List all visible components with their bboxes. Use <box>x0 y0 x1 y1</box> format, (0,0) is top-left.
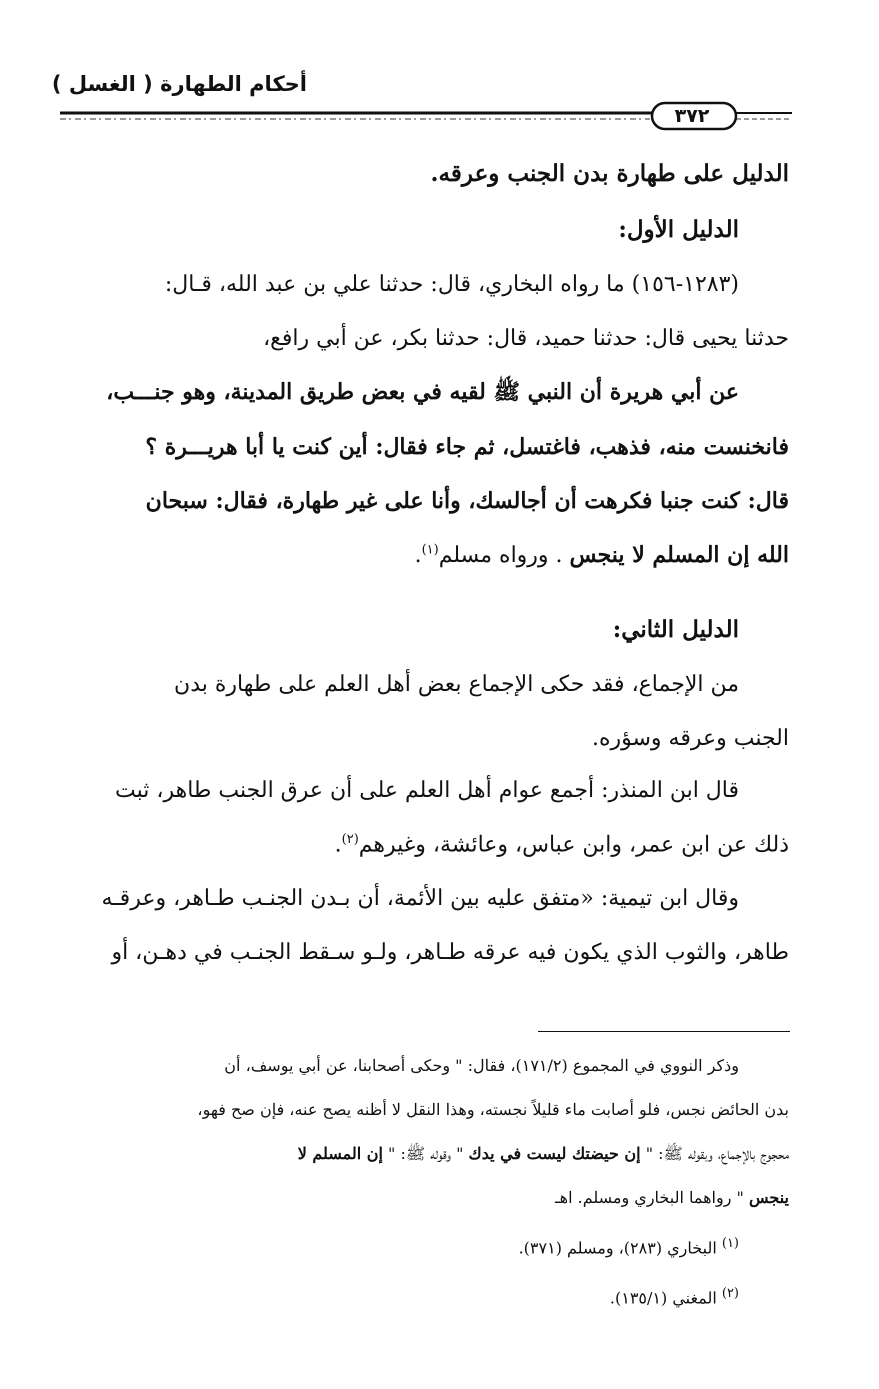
footnote-2-text: المغني (١٣٥/١). <box>609 1288 717 1308</box>
section-heading: الدليل على طهارة بدن الجنب وعرقه. <box>430 160 789 187</box>
footnote-separator <box>538 1031 790 1032</box>
isnad-line-1: (١٢٨٣-١٥٦) ما رواه البخاري، قال: حدثنا علي بن عبد الله، قـال: <box>164 272 739 297</box>
ibn-mundhir-line-2 <box>335 832 789 857</box>
hadith-source-text: . ورواه مسلم <box>438 543 570 568</box>
ijma-line-2: الجنب وعرقه وسؤره. <box>591 726 789 751</box>
footnote-2-number: (٢) <box>721 1286 739 1301</box>
hadith-closing-bold: الله إن المسلم لا ينجس <box>569 542 789 568</box>
evidence-one-heading: الدليل الأول: <box>618 216 739 243</box>
page-number: ٣٧٢ <box>674 105 710 127</box>
footnote-1 <box>519 1236 739 1257</box>
ibn-mundhir-line-1: قال ابن المنذر: أجمع عوام أهل العلم على أن عرق الجنب طاهر، ثبت <box>115 778 739 803</box>
footnote-continuation-line-3 <box>298 1144 789 1167</box>
hadith-line-2: فانخنست منه، فذهب، فاغتسل، ثم جاء فقال: أين كنت يا أبا هريـــرة ؟ <box>145 434 789 460</box>
footnote-continuation-line-2: بدن الحائض نجس، فلو أصابت ماء قليلاً نجسته، وهذا النقل لا أظنه يصح عنه، فإن صح فهو، <box>197 1100 789 1119</box>
footnote-continuation-line-4 <box>555 1188 789 1207</box>
footnote-continuation-line-1: وذكر النووي في المجموع (١٧١/٢)، فقال: " وحكى أصحابنا، عن أبي يوسف، أن <box>224 1056 739 1075</box>
ijma-line-1: من الإجماع، فقد حكى الإجماع بعض أهل العلم على طهارة بدن <box>174 672 739 697</box>
hadith-line-end: . <box>414 543 422 568</box>
hadith-line-4 <box>415 542 789 568</box>
running-header-title: أحكام الطهارة ( الغسل ) <box>51 72 307 96</box>
hadith-line-3: قال: كنت جنبا فكرهت أن أجالسك، وأنا على غير طهارة، فقال: سبحان <box>145 488 789 514</box>
footnote-1-text: البخاري (٢٨٣)، ومسلم (٣٧١). <box>518 1238 717 1258</box>
footnote-2 <box>610 1286 739 1307</box>
evidence-two-heading: الدليل الثاني: <box>612 616 739 643</box>
ibn-taymiyya-line-2: طاهر، والثوب الذي يكون فيه عرقه طـاهر، ولـو سـقط الجنـب في دهـن، أو <box>111 940 789 965</box>
hadith-line-1: عن أبي هريرة أن النبي ﷺ لقيه في بعض طريق المدينة، وهو جنـــب، <box>106 379 739 405</box>
note-line3-b: إن حيضتك ليست في يدك <box>468 1144 641 1163</box>
note-line3-a: محجوج بالإجماع، وبقوله ﷺ: " <box>640 1144 789 1163</box>
ibn-taymiyya-line-1: وقال ابن تيمية: «متفق عليه بين الأئمة، أن بـدن الجنـب طـاهر، وعرقـه <box>101 886 739 911</box>
ibn-mundhir-end: . <box>334 832 342 858</box>
note-line4-a: ينجس <box>748 1188 789 1207</box>
ibn-mundhir-text: ذلك عن ابن عمر، وابن عباس، وعائشة، وغيرهم <box>358 832 789 858</box>
note-line4-b: " رواهما البخاري ومسلم. اهـ <box>554 1188 749 1207</box>
note-line3-d: إن المسلم لا <box>297 1144 383 1163</box>
note-line3-c: " وقوله ﷺ: " <box>382 1144 469 1163</box>
footnote-ref-2: (٢) <box>341 832 359 847</box>
isnad-line-2: حدثنا يحيى قال: حدثنا حميد، قال: حدثنا بكر، عن أبي رافع، <box>263 326 789 351</box>
footnote-1-number: (١) <box>721 1236 739 1251</box>
footnote-ref-1: (١) <box>421 542 439 558</box>
